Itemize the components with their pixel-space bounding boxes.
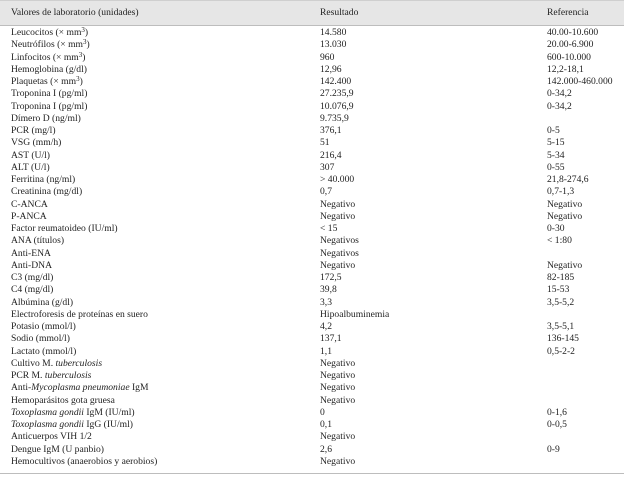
header-reference-column: Referencia (547, 7, 589, 18)
test-name: Cultivo M. tuberculosis (11, 357, 103, 369)
table-row (0, 101, 624, 113)
result-value: 0,1 (320, 419, 332, 430)
result-value: Negativo (320, 259, 356, 271)
test-name: ANA (títulos) (11, 235, 65, 247)
result-value: 960 (320, 51, 335, 63)
result-value: 9.735,9 (320, 112, 349, 124)
table-row (0, 407, 624, 419)
result-value: 142.400 (320, 76, 352, 87)
reference-range: 0-9 (547, 443, 560, 455)
test-name: Sodio (mmol/l) (11, 333, 70, 345)
result-value: 13.030 (320, 39, 347, 51)
reference-range: 600-10.000 (547, 51, 591, 63)
result-value: Hipoalbuminemia (320, 308, 390, 320)
test-name: Toxoplasma gondii IgM (IU/ml) (11, 406, 135, 418)
result-value: 137,1 (320, 333, 342, 345)
table-row (0, 419, 624, 431)
result-value: 12,96 (320, 63, 342, 75)
table-row (0, 223, 624, 235)
table-row (0, 88, 624, 100)
reference-range: 0-30 (547, 223, 565, 234)
reference-range: 5-15 (547, 137, 565, 149)
test-name: Factor reumatoideo (IU/ml) (11, 223, 118, 234)
reference-range: 0-0,5 (547, 419, 567, 430)
test-name: Anti-ENA (11, 247, 51, 259)
table-row (0, 211, 624, 223)
result-value: Negativo (320, 198, 356, 210)
reference-range: 5-34 (547, 149, 565, 161)
table-row (0, 284, 624, 296)
table-row (0, 333, 624, 345)
table-row (0, 431, 624, 443)
reference-range: 3,5-5,2 (547, 296, 575, 308)
result-value: Negativos (320, 247, 359, 259)
table-row (0, 113, 624, 125)
reference-range: 0,7-1,3 (547, 186, 575, 198)
test-name: Plaquetas (× $mm^3$) (11, 75, 83, 87)
reference-range: 0-55 (547, 161, 565, 173)
table-row (0, 444, 624, 456)
reference-range: Negativo (547, 198, 583, 210)
table-row (0, 235, 624, 247)
test-name: C-ANCA (11, 198, 48, 210)
table-row (0, 39, 624, 51)
table-header (0, 0, 624, 26)
table-row (0, 248, 624, 260)
test-name: PCR M. tuberculosis (11, 370, 92, 381)
result-value: 376,1 (320, 125, 342, 136)
test-name: Lactato (mmol/l) (11, 345, 77, 357)
reference-range: 21,8-274,6 (547, 174, 589, 185)
table-row (0, 125, 624, 137)
reference-range: 0-5 (547, 125, 560, 136)
result-value: 1,1 (320, 345, 332, 357)
test-name: Toxoplasma gondii IgG (IU/ml) (11, 419, 133, 430)
reference-range: 136-145 (547, 333, 579, 345)
result-value: 39,8 (320, 284, 337, 296)
test-name: Troponina I (pg/ml) (11, 88, 88, 100)
test-name: Hemoparásitos gota gruesa (11, 394, 115, 406)
table-row (0, 199, 624, 211)
reference-range: 82-185 (547, 272, 575, 283)
bottom-rule (0, 473, 624, 474)
table-row (0, 382, 624, 394)
table-row (0, 358, 624, 370)
result-value: 27.235,9 (320, 88, 354, 100)
result-value: 0,7 (320, 186, 332, 198)
table-row (0, 456, 624, 468)
test-name: P-ANCA (11, 210, 47, 222)
test-name: Ferritina (ng/ml) (11, 174, 76, 185)
test-name: Linfocitos (× $mm^3$) (11, 50, 86, 63)
result-value: Negativo (320, 382, 356, 394)
table-row (0, 64, 624, 76)
test-name: Creatinina (mg/dl) (11, 186, 83, 198)
table-row (0, 150, 624, 162)
result-value: Negativo (320, 357, 356, 369)
test-name: Dengue IgM (U panbio) (11, 443, 104, 455)
result-value: > 40.000 (320, 174, 355, 185)
test-name: ALT (U/l) (11, 161, 50, 173)
test-name: PCR (mg/l) (11, 125, 56, 136)
reference-range: Negativo (547, 210, 583, 222)
test-name: Anticuerpos VIH 1/2 (11, 431, 92, 443)
table-row (0, 272, 624, 284)
result-value: < 15 (320, 223, 338, 234)
result-value: Negativo (320, 431, 356, 443)
result-value: 14.580 (320, 27, 347, 38)
result-value: 172,5 (320, 272, 342, 283)
test-name: Dímero D (ng/ml) (11, 112, 81, 124)
table-row (0, 346, 624, 358)
reference-range: 12,2-18,1 (547, 63, 584, 75)
table-row (0, 76, 624, 88)
reference-range: 0-34,2 (547, 88, 572, 100)
reference-range: 0,5-2-2 (547, 345, 575, 357)
test-name: Anti-Mycoplasma pneumoniae IgM (11, 382, 149, 394)
reference-range: < 1:80 (547, 235, 572, 247)
test-name: Neutrófilos (× $mm^3$) (11, 38, 90, 51)
result-value: Negativos (320, 235, 359, 247)
table-row (0, 186, 624, 198)
result-value: 10.076,9 (320, 100, 354, 112)
table-row (0, 137, 624, 149)
result-value: 307 (320, 161, 335, 173)
table-row (0, 297, 624, 309)
result-value: Negativo (320, 394, 356, 406)
table-row (0, 260, 624, 272)
reference-range: 15-53 (547, 284, 570, 296)
test-name: Anti-DNA (11, 259, 53, 271)
table-row (0, 174, 624, 186)
result-value: 0 (320, 406, 325, 418)
table-row (0, 162, 624, 174)
table-row (0, 52, 624, 64)
reference-range: Negativo (547, 259, 583, 271)
result-value: 216,4 (320, 149, 342, 161)
reference-range: 3,5-5,1 (547, 321, 575, 332)
test-name: Hemocultivos (anaerobios y aerobios) (11, 455, 158, 467)
result-value: Negativo (320, 455, 356, 467)
table-body (0, 26, 624, 468)
reference-range: 0-34,2 (547, 100, 572, 112)
table-row (0, 27, 624, 39)
table-row (0, 309, 624, 321)
header-test-column: Valores de laboratorio (unidades) (11, 7, 139, 18)
test-name: Albúmina (g/dl) (11, 296, 74, 308)
test-name: Hemoglobina (g/dl) (11, 63, 87, 75)
result-value: 51 (320, 137, 330, 149)
table-row (0, 321, 624, 333)
table-row (0, 395, 624, 407)
test-name: Leucocitos (× $mm^3$) (11, 26, 89, 38)
test-name: C4 (mg/dl) (11, 284, 54, 296)
header-result-column: Resultado (320, 7, 359, 18)
result-value: 4,2 (320, 321, 332, 332)
test-name: Potasio (mmol/l) (11, 321, 76, 332)
result-value: 3,3 (320, 296, 332, 308)
table-row (0, 370, 624, 382)
test-name: Electroforesis de proteínas en suero (11, 308, 148, 320)
test-name: AST (U/l) (11, 149, 50, 161)
result-value: 2,6 (320, 443, 332, 455)
reference-range: 40.00-10.600 (547, 27, 599, 38)
result-value: Negativo (320, 370, 356, 381)
test-name: VSG (mm/h) (11, 137, 62, 149)
reference-range: 142.000-460.000 (547, 76, 613, 87)
test-name: C3 (mg/dl) (11, 272, 54, 283)
reference-range: 0-1,6 (547, 406, 567, 418)
reference-range: 20.00-6.900 (547, 39, 594, 51)
test-name: Troponina I (pg/ml) (11, 100, 88, 112)
result-value: Negativo (320, 210, 356, 222)
